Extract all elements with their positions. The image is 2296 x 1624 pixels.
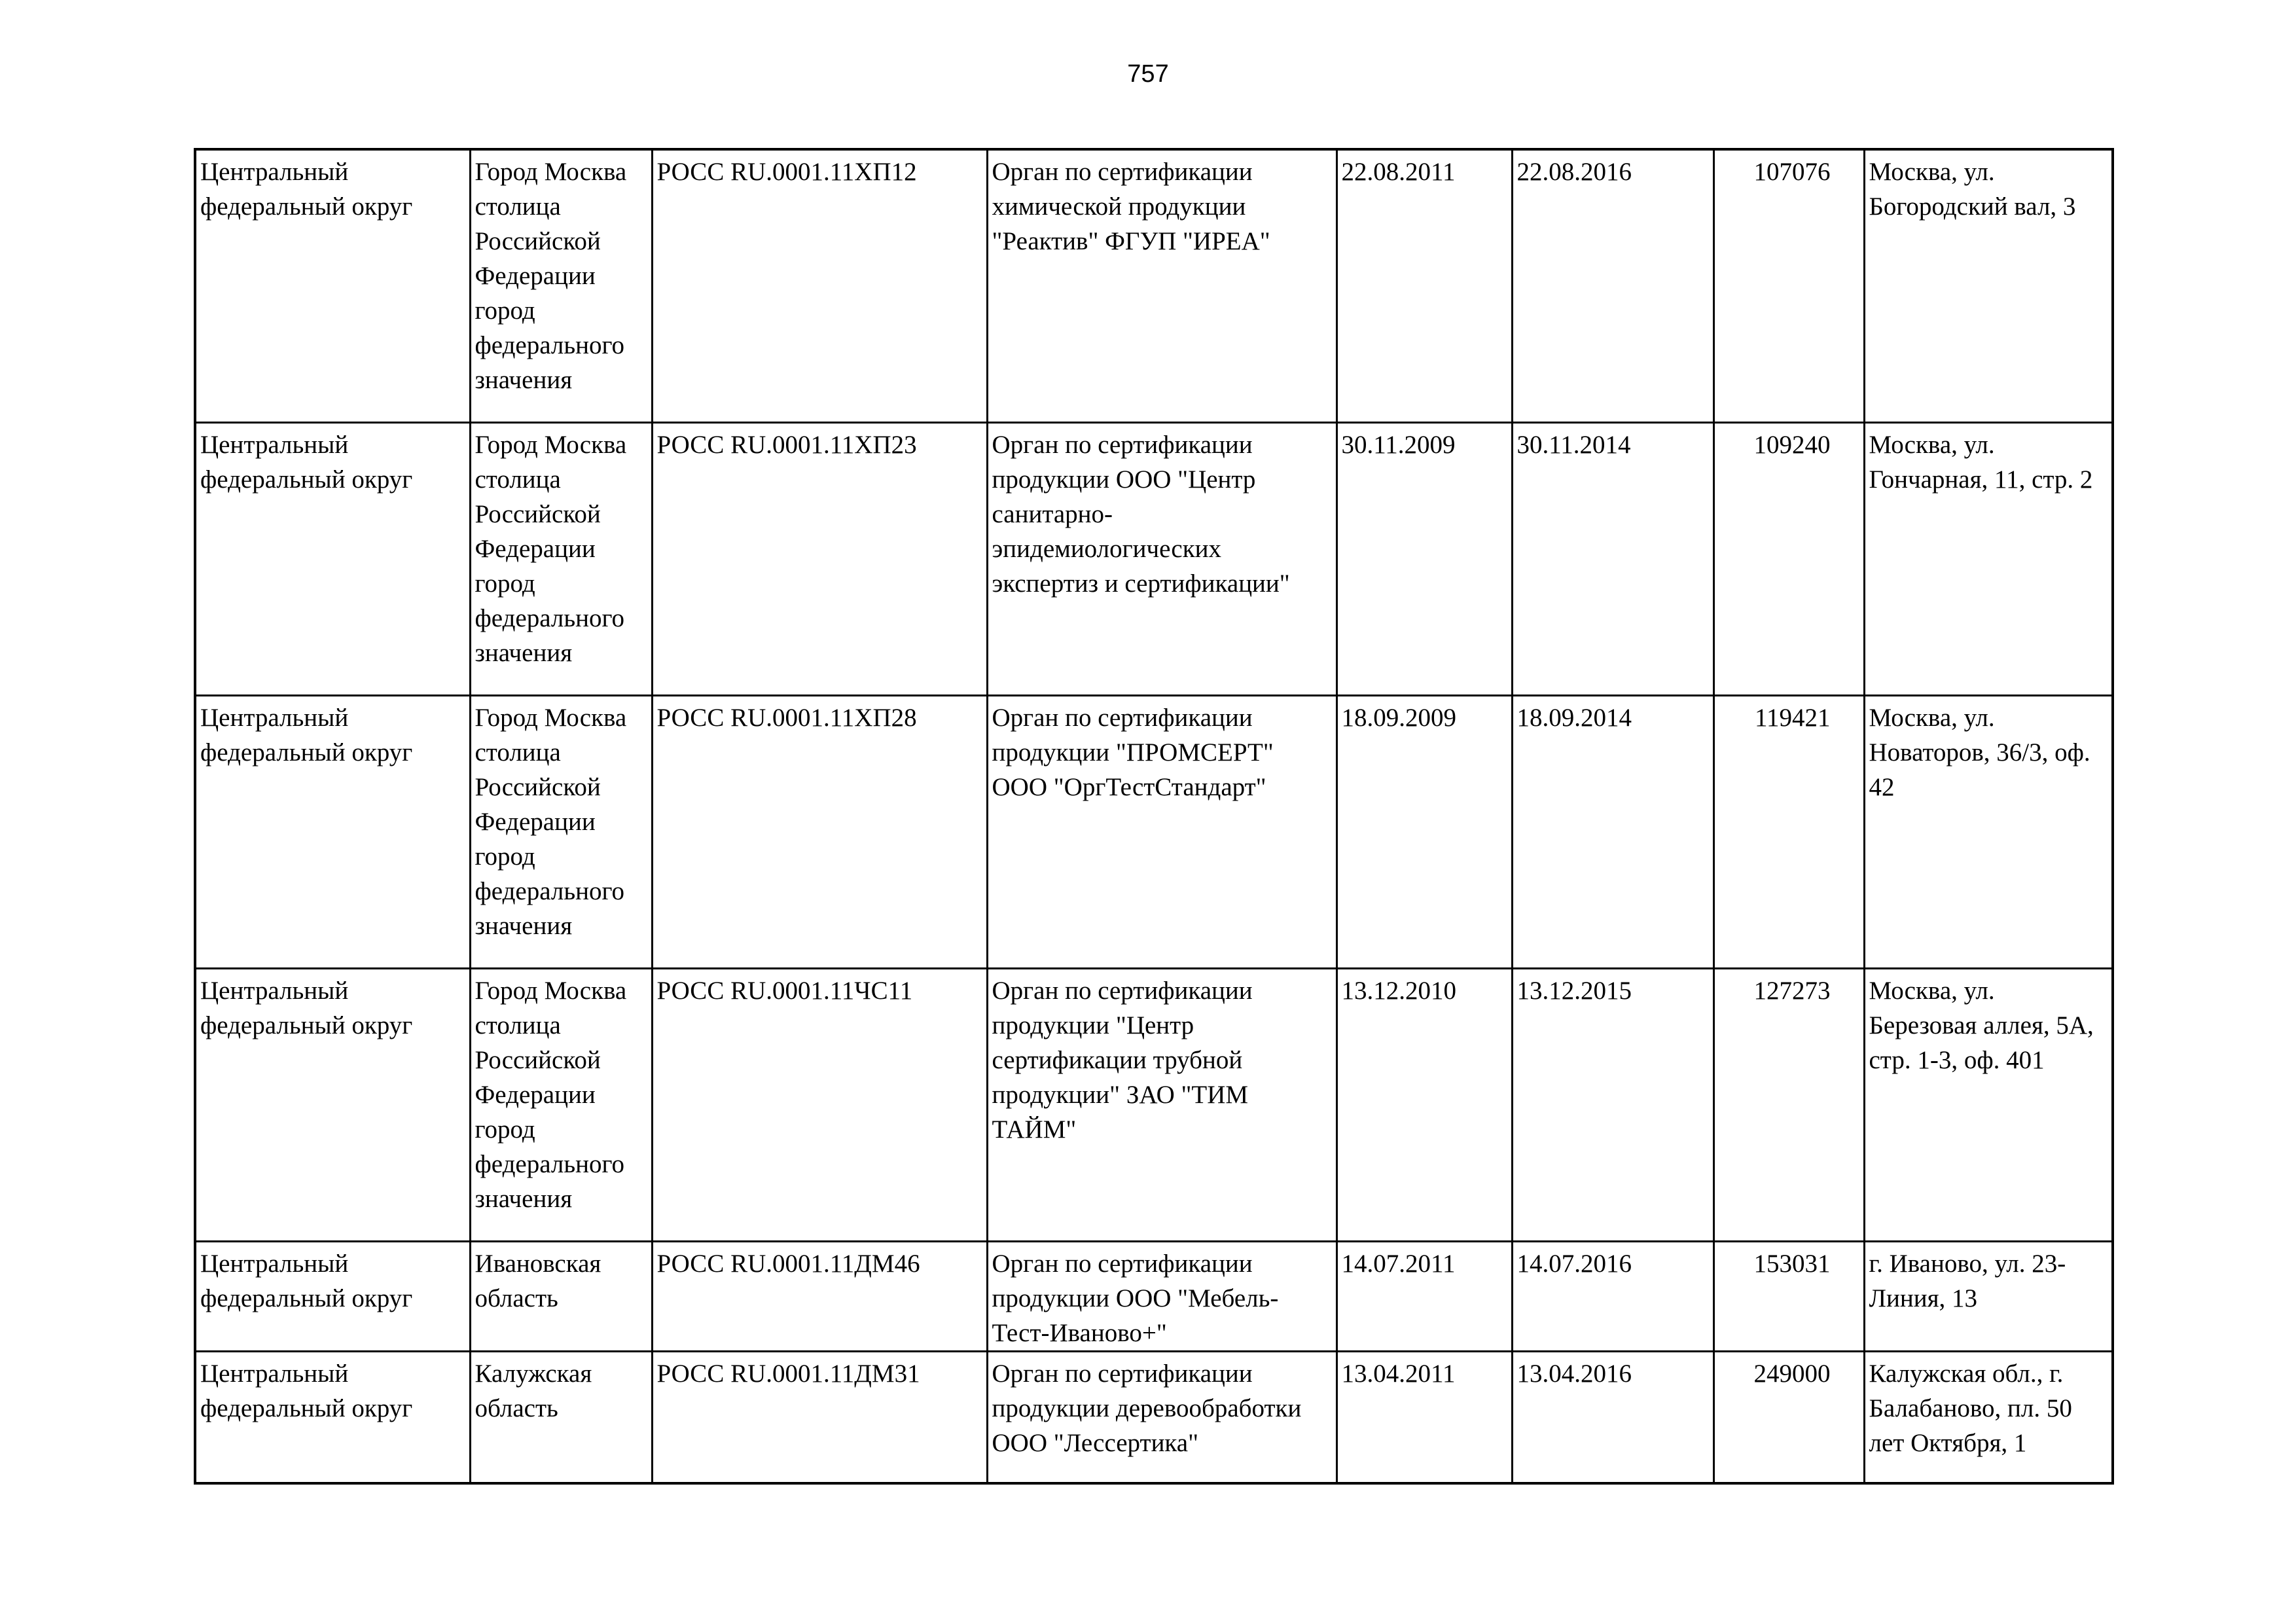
- postcode-cell: [1713, 969, 1864, 1242]
- date-to-cell: [1512, 1352, 1713, 1484]
- district-cell: [195, 969, 470, 1242]
- organ-cell: [987, 1352, 1336, 1484]
- date-from-cell: [1336, 1242, 1512, 1352]
- region-text: Город Москва столица Российской Федерации город федерального значения: [475, 977, 627, 1213]
- date-from-cell: [1336, 149, 1512, 423]
- postcode-text: 127273: [1753, 977, 1831, 1005]
- organ-text: Орган по сертификации продукции ООО "Мебель-Тест-Иваново+": [992, 1250, 1279, 1347]
- address-cell: [1864, 1242, 2113, 1352]
- date-to-cell: [1512, 423, 1713, 696]
- reg-number-cell: [652, 969, 987, 1242]
- region-cell: [470, 1242, 652, 1352]
- reg-number-text: РОСС RU.0001.11ДМ31: [656, 1360, 920, 1388]
- certification-bodies-table: [194, 148, 2114, 1485]
- address-cell: [1864, 149, 2113, 423]
- reg-number-text: РОСС RU.0001.11ХП12: [656, 158, 917, 186]
- address-text: Москва, ул. Гончарная, 11, стр. 2: [1869, 431, 2093, 494]
- organ-cell: [987, 969, 1336, 1242]
- table-row: [195, 149, 2113, 423]
- organ-cell: [987, 149, 1336, 423]
- region-text: Калужская область: [475, 1360, 592, 1422]
- region-cell: [470, 423, 652, 696]
- postcode-cell: [1713, 696, 1864, 969]
- organ-cell: [987, 696, 1336, 969]
- region-cell: [470, 1352, 652, 1484]
- organ-text: Орган по сертификации продукции "Центр сертификации трубной продукции" ЗАО "ТИМ ТАЙМ": [992, 977, 1253, 1144]
- date-to-cell: [1512, 149, 1713, 423]
- address-text: Москва, ул. Богородский вал, 3: [1869, 158, 2076, 221]
- reg-number-text: РОСС RU.0001.11ХП28: [656, 704, 917, 732]
- address-cell: [1864, 423, 2113, 696]
- address-text: г. Иваново, ул. 23-Линия, 13: [1869, 1250, 2066, 1312]
- date-to-text: 14.07.2016: [1516, 1250, 1632, 1278]
- district-text: Центральный федеральный округ: [200, 1360, 413, 1422]
- organ-cell: [987, 423, 1336, 696]
- organ-text: Орган по сертификации продукции "ПРОМСЕРТ" ООО "ОргТестСтандарт": [992, 704, 1274, 801]
- postcode-cell: [1713, 149, 1864, 423]
- date-to-text: 18.09.2014: [1516, 704, 1632, 732]
- table-row: [195, 423, 2113, 696]
- district-cell: [195, 149, 470, 423]
- region-text: Город Москва столица Российской Федерации город федерального значения: [475, 431, 627, 667]
- district-text: Центральный федеральный округ: [200, 977, 413, 1039]
- address-text: Москва, ул. Новаторов, 36/3, оф. 42: [1869, 704, 2090, 801]
- organ-text: Орган по сертификации продукции ООО "Центр санитарно-эпидемиологических экспертиз и сертификации": [992, 431, 1290, 598]
- date-to-cell: [1512, 1242, 1713, 1352]
- postcode-cell: [1713, 423, 1864, 696]
- date-from-text: 22.08.2011: [1341, 158, 1456, 186]
- table-row: [195, 1242, 2113, 1352]
- organ-cell: [987, 1242, 1336, 1352]
- region-text: Город Москва столица Российской Федерации город федерального значения: [475, 704, 627, 940]
- reg-number-cell: [652, 696, 987, 969]
- date-to-text: 13.04.2016: [1516, 1360, 1632, 1388]
- date-to-cell: [1512, 696, 1713, 969]
- district-cell: [195, 423, 470, 696]
- region-cell: [470, 969, 652, 1242]
- region-text: Ивановская область: [475, 1250, 601, 1312]
- reg-number-cell: [652, 1242, 987, 1352]
- date-from-cell: [1336, 969, 1512, 1242]
- region-text: Город Москва столица Российской Федерации город федерального значения: [475, 158, 627, 394]
- organ-text: Орган по сертификации продукции деревообработки ООО "Лессертика": [992, 1360, 1302, 1457]
- postcode-text: 249000: [1753, 1360, 1831, 1388]
- address-text: Москва, ул. Березовая аллея, 5А, стр. 1-3, оф. 401: [1869, 977, 2094, 1074]
- district-cell: [195, 696, 470, 969]
- district-cell: [195, 1352, 470, 1484]
- district-text: Центральный федеральный округ: [200, 158, 413, 221]
- district-text: Центральный федеральный округ: [200, 431, 413, 494]
- postcode-text: 153031: [1753, 1250, 1831, 1278]
- organ-text: Орган по сертификации химической продукции "Реактив" ФГУП "ИРЕА": [992, 158, 1270, 255]
- date-from-cell: [1336, 423, 1512, 696]
- district-text: Центральный федеральный округ: [200, 704, 413, 767]
- reg-number-text: РОСС RU.0001.11ДМ46: [656, 1250, 920, 1278]
- page-number: 757: [1127, 60, 1169, 88]
- region-cell: [470, 696, 652, 969]
- date-to-text: 22.08.2016: [1516, 158, 1632, 186]
- reg-number-cell: [652, 149, 987, 423]
- postcode-cell: [1713, 1242, 1864, 1352]
- date-from-text: 18.09.2009: [1341, 704, 1456, 732]
- address-cell: [1864, 969, 2113, 1242]
- date-from-cell: [1336, 1352, 1512, 1484]
- date-to-text: 30.11.2014: [1516, 431, 1631, 459]
- postcode-text: 109240: [1753, 431, 1831, 459]
- table-row: [195, 1352, 2113, 1484]
- postcode-cell: [1713, 1352, 1864, 1484]
- address-cell: [1864, 696, 2113, 969]
- region-cell: [470, 149, 652, 423]
- reg-number-cell: [652, 1352, 987, 1484]
- address-text: Калужская обл., г. Балабаново, пл. 50 лет Октября, 1: [1869, 1360, 2072, 1457]
- date-from-text: 30.11.2009: [1341, 431, 1456, 459]
- date-from-text: 13.04.2011: [1341, 1360, 1456, 1388]
- date-from-cell: [1336, 696, 1512, 969]
- district-text: Центральный федеральный округ: [200, 1250, 413, 1312]
- reg-number-text: РОСС RU.0001.11ХП23: [656, 431, 917, 459]
- date-from-text: 14.07.2011: [1341, 1250, 1456, 1278]
- reg-number-text: РОСС RU.0001.11ЧС11: [656, 977, 913, 1005]
- address-cell: [1864, 1352, 2113, 1484]
- reg-number-cell: [652, 423, 987, 696]
- district-cell: [195, 1242, 470, 1352]
- table-row: [195, 696, 2113, 969]
- postcode-text: 119421: [1754, 704, 1831, 732]
- table-row: [195, 969, 2113, 1242]
- date-to-cell: [1512, 969, 1713, 1242]
- date-to-text: 13.12.2015: [1516, 977, 1632, 1005]
- date-from-text: 13.12.2010: [1341, 977, 1456, 1005]
- postcode-text: 107076: [1753, 158, 1831, 186]
